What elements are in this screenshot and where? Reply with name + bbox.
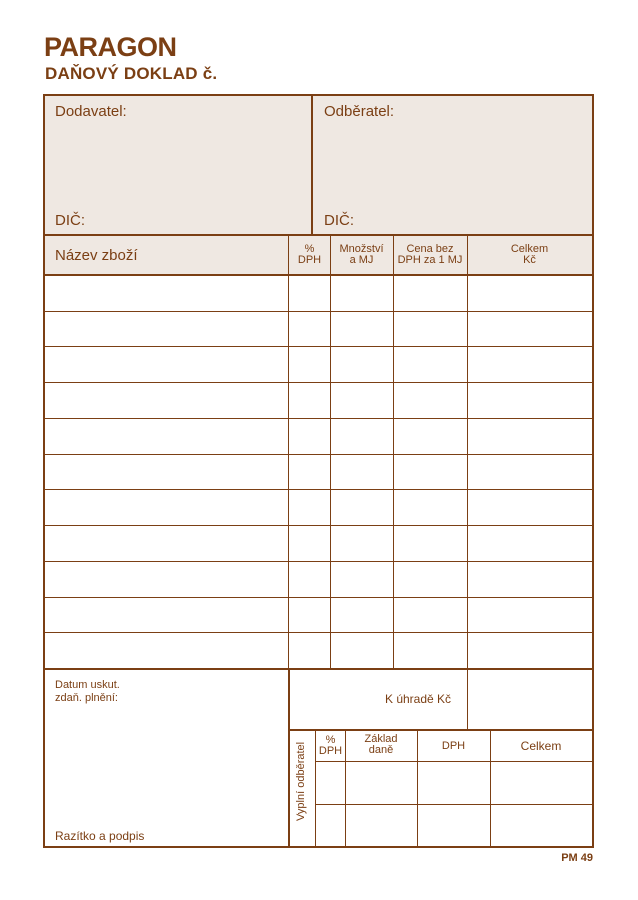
supplier-label: Dodavatel: [55, 103, 127, 120]
vat-recap-vat-header: DPH [441, 739, 466, 752]
date-label [55, 679, 120, 705]
col-qty-line1: Množství [339, 243, 384, 255]
table-row-line [45, 489, 592, 490]
footer-divider [288, 669, 290, 846]
table-row-line [45, 632, 592, 633]
col-qty-line2: a MJ [349, 254, 374, 266]
vat-recap-pct-line2: DPH [318, 745, 343, 757]
col-vat-pct-line2: DPH [297, 254, 322, 266]
table-row-line [45, 311, 592, 312]
table-row-line [45, 525, 592, 526]
date-label-line1: Datum uskut. [55, 679, 120, 691]
date-label-line2: zdaň. plnění: [55, 692, 118, 704]
customer-fills-label: Vyplní odběratel [295, 741, 307, 821]
col-vat-pct-line1: % [304, 243, 315, 255]
items-col-line [393, 236, 394, 668]
items-col-line [467, 236, 468, 668]
vat-recap-pct-line1: % [325, 734, 336, 746]
to-pay-col-line [467, 669, 468, 729]
table-row-line [45, 597, 592, 598]
col-price-line2: DPH za 1 MJ [397, 254, 463, 266]
vat-recap-base-line1: Základ [364, 733, 398, 745]
vat-recap-total-header: Celkem [520, 738, 562, 753]
stamp-label: Razítko a podpis [55, 829, 145, 843]
customer-label: Odběratel: [324, 103, 395, 120]
col-price-header [393, 240, 467, 270]
items-col-line [330, 236, 331, 668]
table-row-line [45, 454, 592, 455]
items-header-bottom-line [45, 274, 592, 276]
table-row-line [45, 561, 592, 562]
vat-recap-pct-header [316, 733, 345, 759]
table-row-line [45, 346, 592, 347]
col-qty-header [330, 240, 393, 270]
col-vat-pct-header [289, 240, 330, 270]
vat-recap-base-line2: daně [368, 744, 394, 756]
vat-recap-base-header [345, 733, 417, 757]
col-total-header [467, 240, 592, 270]
invoice-form [43, 94, 594, 848]
customer-tax-label: DIČ: [324, 212, 354, 229]
col-name-header: Název zboží [55, 247, 138, 264]
parties-divider [311, 96, 313, 234]
col-total-line2: Kč [523, 254, 536, 266]
col-total-line1: Celkem [510, 243, 549, 255]
vat-recap-row-line [315, 804, 592, 805]
to-pay-bottom-line [288, 729, 592, 731]
brand-title: PARAGON [44, 32, 177, 62]
parties-shade [45, 96, 592, 234]
items-col-line [288, 236, 289, 668]
supplier-tax-label: DIČ: [55, 212, 85, 229]
form-code: PM 49 [561, 852, 593, 864]
items-bottom-line [45, 668, 592, 670]
parties-bottom-line [45, 234, 592, 236]
to-pay-label: K úhradě Kč [385, 692, 452, 706]
document-title: DAŇOVÝ DOKLAD č. [45, 64, 218, 83]
table-row-line [45, 418, 592, 419]
col-price-line1: Cena bez [406, 243, 454, 255]
vat-recap-header-line [315, 761, 592, 762]
table-row-line [45, 382, 592, 383]
